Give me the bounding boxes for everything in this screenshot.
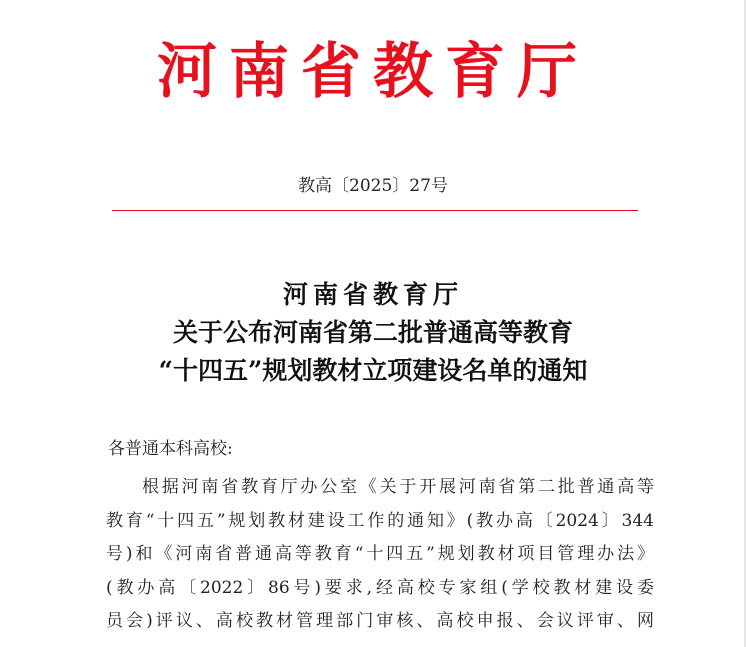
red-separator-line [112,210,638,211]
document-title [0,276,746,390]
body-line: 教育“十四五”规划教材建设工作的通知》(教办高〔2024〕344 [106,510,654,531]
title-line-2: 关于公布河南省第二批普通高等教育 [172,318,573,347]
body-line: 根据河南省教育厅办公室《关于开展河南省第二批普通高等 [142,477,654,497]
body-line: (教办高〔2022〕86号)要求,经高校专家组(学校教材建设委 [106,577,654,598]
salutation: 各普通本科高校: [108,439,233,459]
title-line-3: “十四五”规划教材立项建设名单的通知 [158,356,588,385]
title-org-line: 河南省教育厅 [282,280,463,309]
body-paragraph [106,473,654,641]
document-header-org-name: 河南省教育厅 [157,37,589,107]
body-line: 员会)评议、高校教材管理部门审核、高校申报、会议评审、网 [106,611,654,631]
document-number: 教高〔2025〕27号 [298,176,448,196]
body-line: 号)和《河南省普通高等教育“十四五”规划教材项目管理办法》 [106,544,654,564]
